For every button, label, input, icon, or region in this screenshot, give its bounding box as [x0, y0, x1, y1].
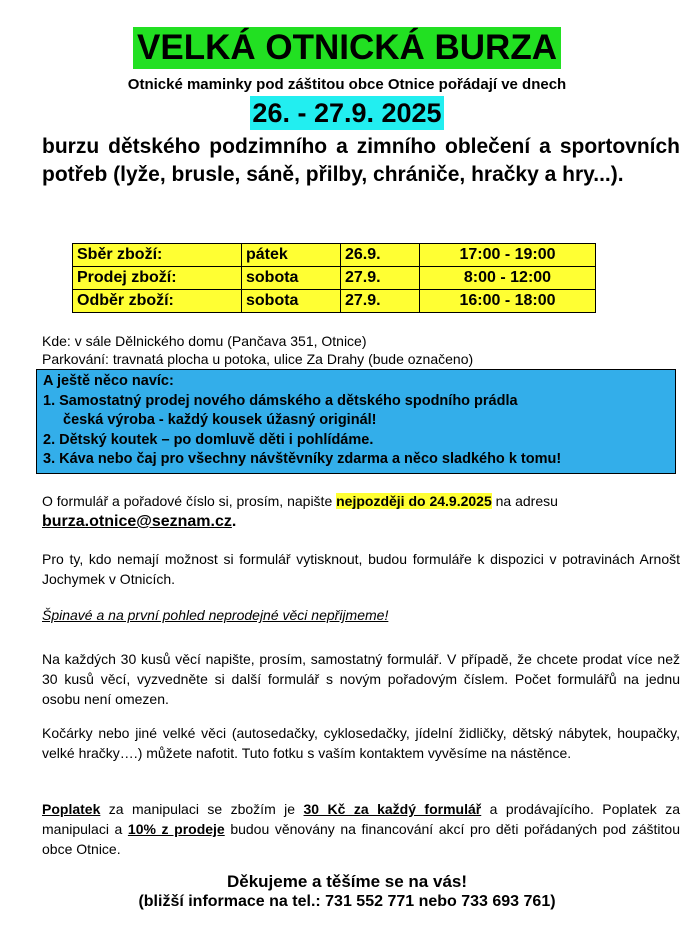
- form-instructions: [42, 491, 680, 532]
- schedule-day: sobota: [242, 290, 341, 313]
- schedule-date: 27.9.: [341, 267, 420, 290]
- schedule-row: [73, 244, 596, 267]
- schedule-date: 26.9.: [341, 244, 420, 267]
- print-info: Pro ty, kdo nemají možnost si formulář vytisknout, budou formuláře k dispozici v potravinách Arnošt Jochymek v Otnicích.: [42, 551, 680, 587]
- extras-item: 3. Káva nebo čaj pro všechny návštěvníky zdarma a něco sladkého k tomu!: [43, 451, 562, 467]
- schedule-row: [73, 267, 596, 290]
- schedule-time: 16:00 - 18:00: [420, 290, 596, 313]
- extras-item-continuation: česká výroba - každý kousek úžasný originál!: [63, 412, 377, 428]
- extras-item: 1. Samostatný prodej nového dámského a dětského spodního prádla: [43, 392, 518, 409]
- email-suffix: .: [231, 513, 237, 530]
- schedule-label: Prodej zboží:: [73, 267, 242, 290]
- schedule-row: [73, 290, 596, 313]
- schedule-date: 27.9.: [341, 290, 420, 313]
- thanks-text: Děkujeme a těšíme se na vás!: [226, 872, 468, 891]
- schedule-day: sobota: [242, 267, 341, 290]
- warning-text: [42, 605, 680, 625]
- fee-percent: 10% z prodeje: [127, 821, 225, 837]
- schedule-time: 17:00 - 19:00: [420, 244, 596, 267]
- schedule-label: Odběr zboží:: [73, 290, 242, 313]
- fee-text-part: Poplatek za manipulaci a: [42, 801, 681, 837]
- warning-label: Špinavé a na první pohled neprodejné věci nepřijmeme!: [42, 607, 389, 623]
- form-text: na adresu: [491, 493, 558, 509]
- extras-item: 2. Dětský koutek – po domluvě děti i pohlídáme.: [43, 431, 374, 448]
- fee-text-part: za manipulaci se zbožím je: [100, 801, 304, 817]
- extras-box: [36, 369, 676, 474]
- contact-info: (bližší informace na tel.: 731 552 771 nebo 733 693 761): [138, 893, 556, 910]
- parking-text: Parkování: travnatá plocha u potoka, ulice Za Drahy (bude označeno): [42, 351, 474, 367]
- poster-title: VELKÁ OTNICKÁ BURZA: [133, 27, 561, 69]
- fee-text-part: budou věnovány na financování akcí pro děti pořádaných pod záštitou obce Otnice.: [42, 821, 680, 857]
- schedule-day: pátek: [242, 244, 341, 267]
- fee-text-part: a prodávajícího.: [481, 801, 594, 817]
- schedule-table: [72, 243, 596, 313]
- intro-text: burzu dětského podzimního a zimního oblečení a sportovních potřeb (lyže, brusle, sáně, přilby, chrániče, hračky a hry...).: [42, 135, 680, 186]
- location-text: Kde: v sále Dělnického domu (Pančava 351, Otnice): [42, 333, 367, 349]
- fee-amount: 30 Kč za každý formulář: [303, 801, 482, 817]
- event-date: 26. - 27.9. 2025: [252, 98, 442, 128]
- schedule-label: Sběr zboží:: [73, 244, 242, 267]
- items-rule: Na každých 30 kusů věcí napište, prosím, samostatný formulář. V případě, že chcete prodat více než 30 kusů věcí, vyzvedněte si další formulář s novým pořadovým číslem. Počet formulářů na jednu osobu není omezen.: [42, 651, 680, 707]
- big-items-text: Kočárky nebo jiné velké věci (autosedačky, cyklosedačky, jídelní židličky, dětský nábytek, houpačky, velké hračky….) můžete nafotit. Tuto fotku s vaším kontaktem vyvěsíme na nástěnce.: [42, 725, 680, 761]
- form-text: O formulář a pořadové číslo si, prosím, napište: [42, 493, 337, 509]
- organizer-line: Otnické maminky pod záštitou obce Otnice pořádají ve dnech: [127, 76, 567, 93]
- deadline-highlight: nejpozději do 24.9.2025: [336, 493, 492, 509]
- extras-heading: A ještě něco navíc:: [43, 373, 174, 389]
- email-link[interactable]: burza.otnice@seznam.cz: [42, 513, 232, 530]
- schedule-time: 8:00 - 12:00: [420, 267, 596, 290]
- fee-text: [42, 799, 680, 859]
- fee-label: Poplatek: [42, 801, 101, 817]
